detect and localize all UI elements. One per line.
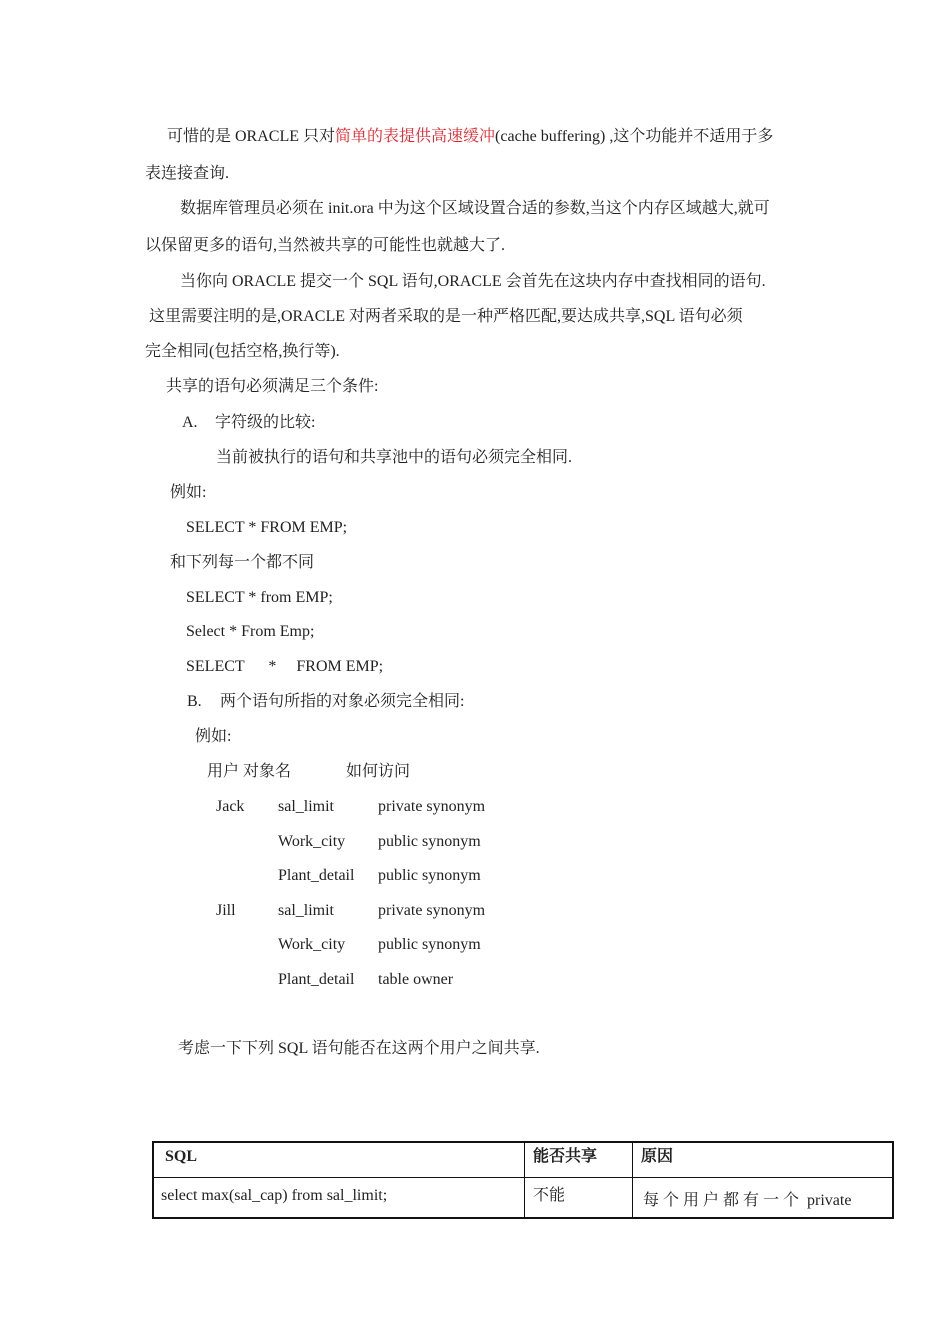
object-row-object: Work_city [278,936,346,953]
condition-a-description: 当前被执行的语句和共享池中的语句必须完全相同. [216,449,573,466]
p1-highlight: 简单的表提供高速缓冲 [335,128,496,145]
object-row-object: sal_limit [278,798,334,815]
object-row-access: table owner [378,971,454,988]
object-row-user: Jill [216,902,236,919]
sql-variant-2: Select * From Emp; [186,623,315,640]
table-column-divider [524,1143,525,1217]
condition-b-title: 两个语句所指的对象必须完全相同: [220,693,465,710]
object-row-object: sal_limit [278,902,334,919]
condition-a-title: 字符级的比较: [215,414,316,431]
object-row-object: Plant_detail [278,971,355,988]
paragraph-2-line-2: 以保留更多的语句,当然被共享的可能性也就越大了. [145,237,506,254]
consider-sentence: 考虑一下下列 SQL 语句能否在这两个用户之间共享. [178,1040,540,1057]
sharing-table [152,1141,894,1219]
sql-main: SELECT * FROM EMP; [186,519,348,536]
table-cell-share: 不能 [533,1187,566,1204]
paragraph-4: 共享的语句必须满足三个条件: [166,378,379,395]
objects-header-user-object: 用户 对象名 [207,763,292,780]
object-row-access: private synonym [378,798,486,815]
paragraph-2-line-1: 数据库管理员必须在 init.ora 中为这个区域设置合适的参数,当这个内存区域越大,就可 [180,200,770,217]
object-row-access: public synonym [378,936,481,953]
paragraph-3-line-2: 这里需要注明的是,ORACLE 对两者采取的是一种严格匹配,要达成共享,SQL 语句必须 [149,308,743,325]
table-header-share: 能否共享 [533,1148,598,1165]
sql-variant-1: SELECT * from EMP; [186,589,333,606]
table-header-sql: SQL [165,1148,198,1165]
object-row-access: public synonym [378,867,481,884]
object-row-access: private synonym [378,902,486,919]
condition-a-marker: A. [182,414,198,431]
table-cell-sql: select max(sal_cap) from sal_limit; [161,1187,388,1204]
table-column-divider [632,1143,633,1217]
paragraph-3-line-3: 完全相同(包括空格,换行等). [145,343,340,360]
condition-a-different-label: 和下列每一个都不同 [170,554,315,571]
condition-b-example-label: 例如: [195,728,232,745]
paragraph-3-line-1: 当你向 ORACLE 提交一个 SQL 语句,ORACLE 会首先在这块内存中查找相同的语句. [180,273,766,290]
condition-b-marker: B. [187,693,202,710]
object-row-object: Work_city [278,833,346,850]
objects-header-access: 如何访问 [346,763,411,780]
table-cell-reason: 每 个 用 户 都 有 一 个 private [643,1192,852,1209]
paragraph-1-line-2: 表连接查询. [145,165,230,182]
condition-a-example-label: 例如: [170,484,207,501]
object-row-user: Jack [216,798,245,815]
object-row-access: public synonym [378,833,481,850]
object-row-object: Plant_detail [278,867,355,884]
table-row-divider [154,1177,892,1178]
table-header-reason: 原因 [641,1148,674,1165]
paragraph-1-line-1 [167,127,773,147]
p1-suffix: (cache buffering) ,这个功能并不适用于多 [495,128,774,145]
p1-prefix: 可惜的是 ORACLE 只对 [167,128,336,145]
sql-variant-3: SELECT * FROM EMP; [186,658,384,675]
